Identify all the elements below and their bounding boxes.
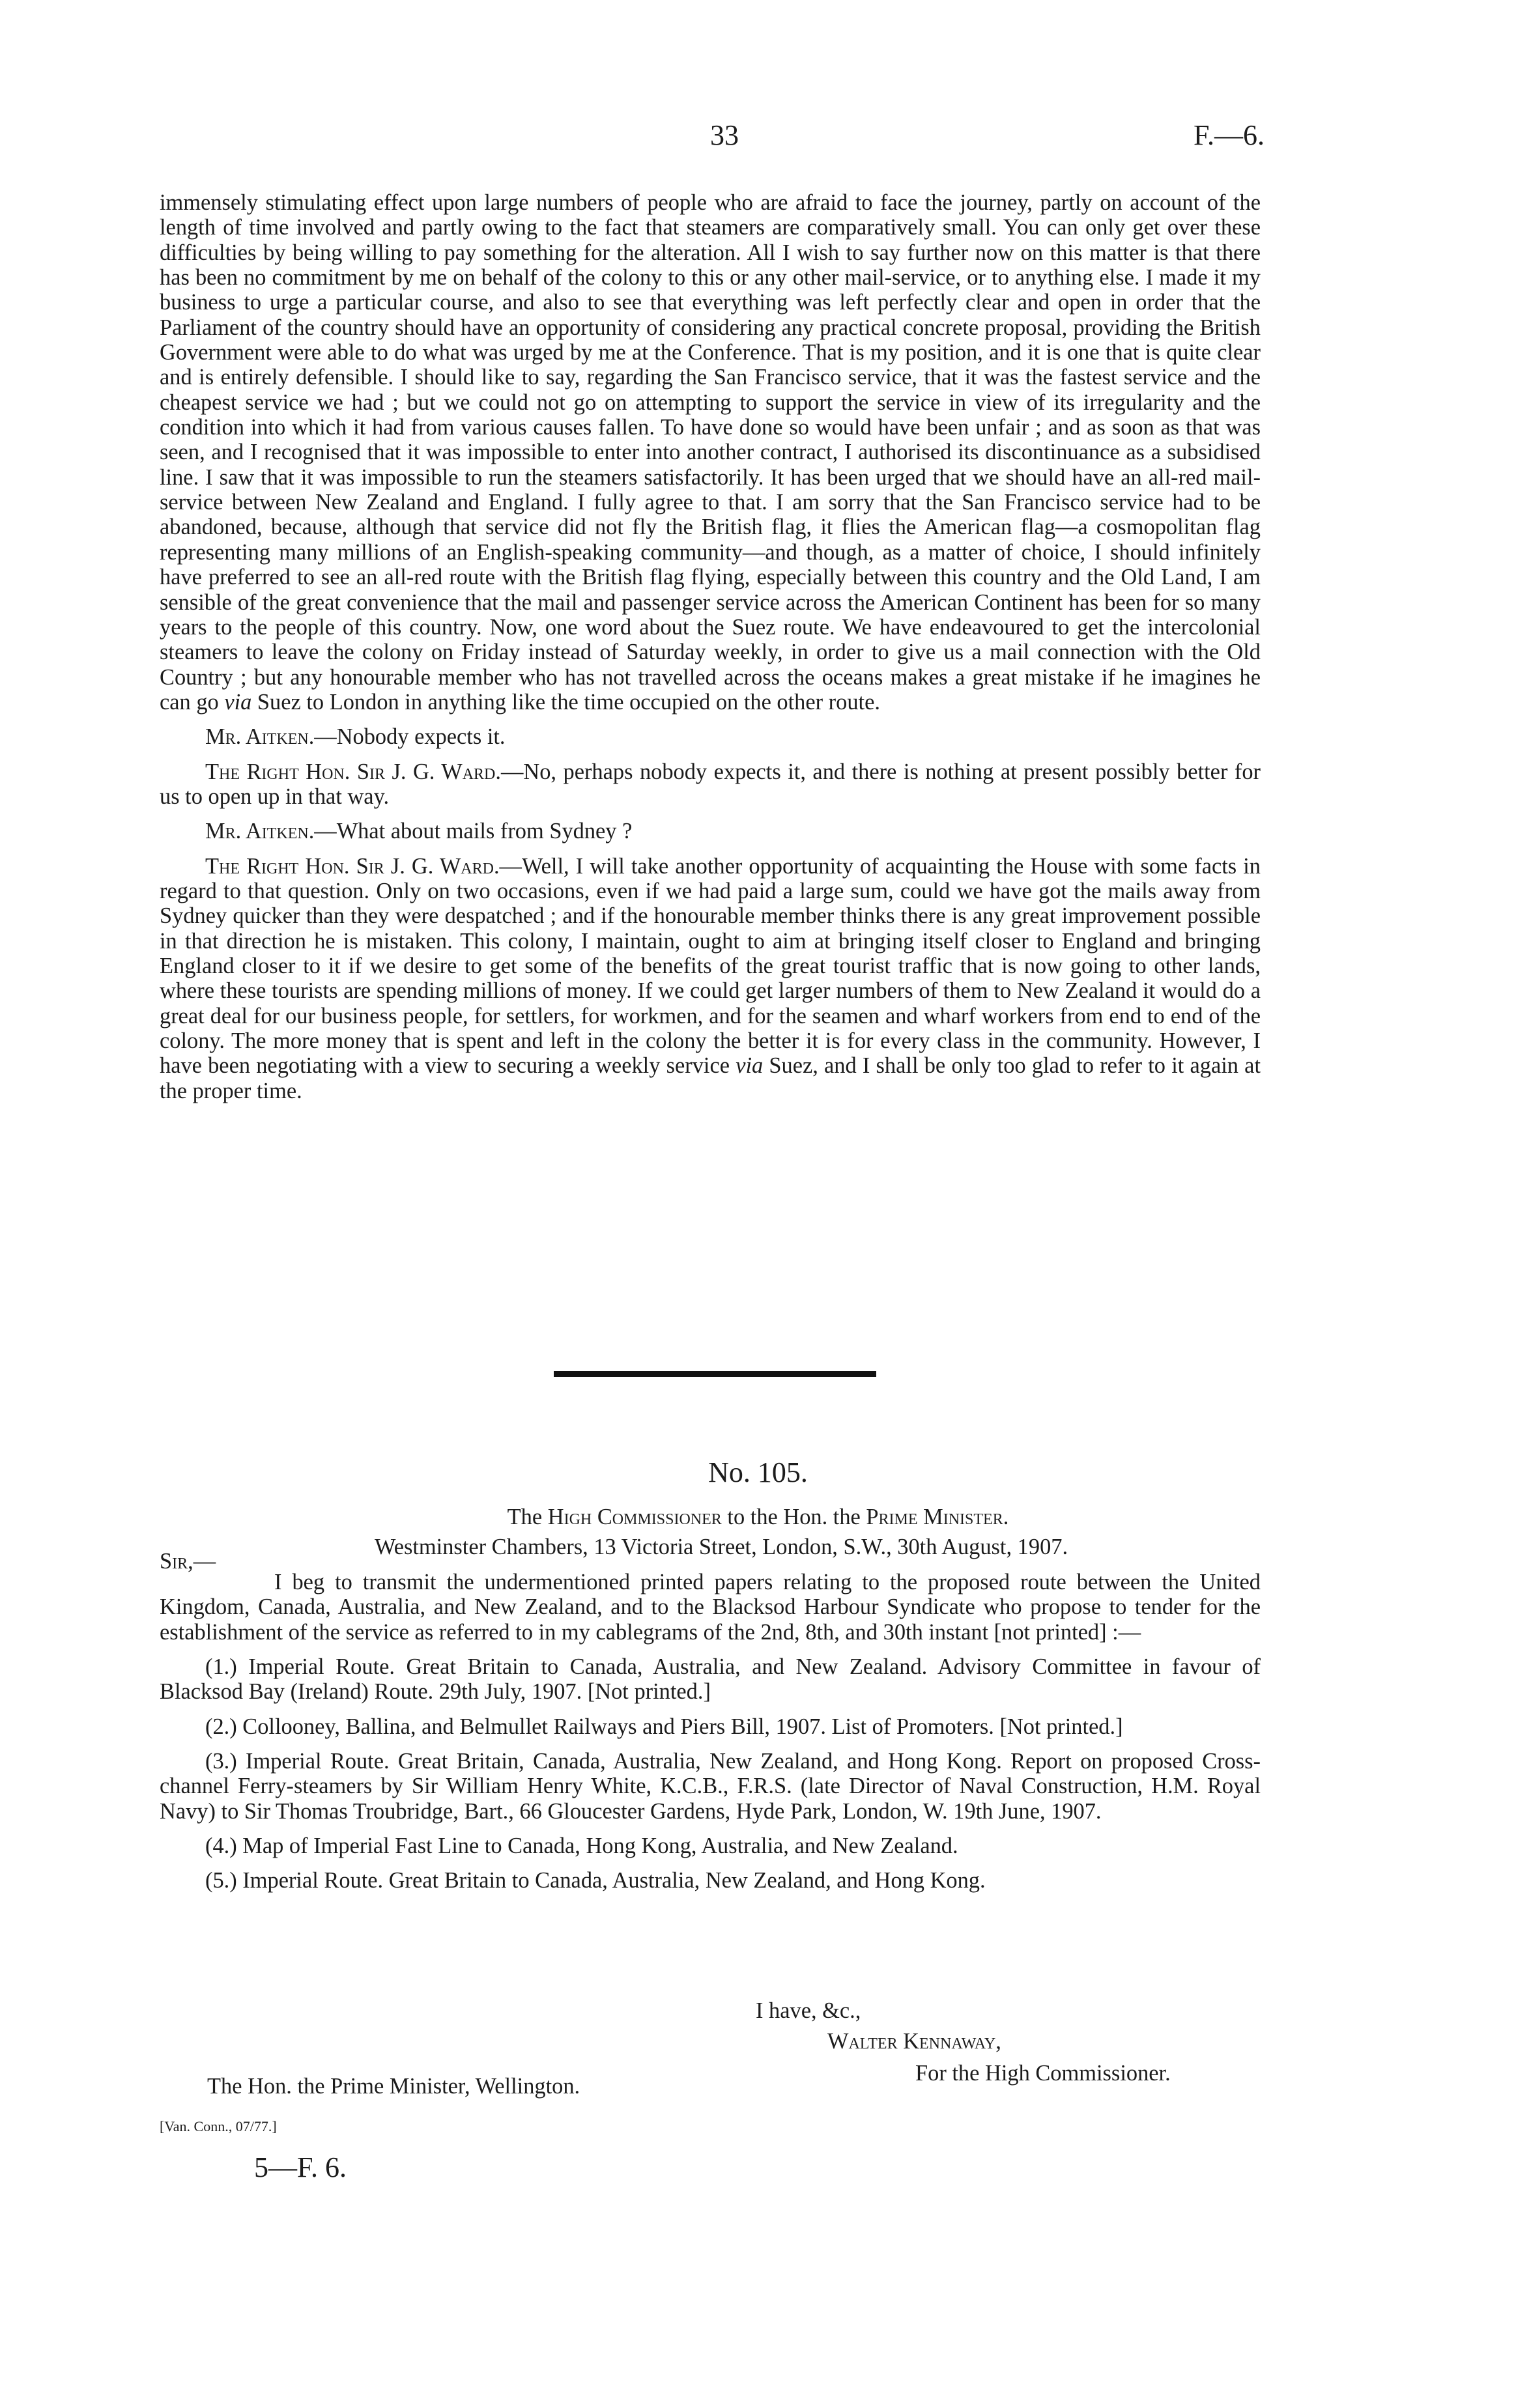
heading-smallcaps: Prime Minister [866, 1505, 1003, 1529]
speech-section [160, 190, 1261, 1103]
heading-text: to the Hon. the [721, 1505, 866, 1529]
heading-text: The [507, 1505, 548, 1529]
reference-code: [Van. Conn., 07/77.] [160, 2118, 277, 2134]
document-reference: F.—6. [1194, 119, 1265, 151]
interjection [160, 819, 1261, 843]
letter-number: No. 105. [708, 1456, 808, 1488]
heading-text: . [1003, 1505, 1009, 1529]
speaker-name: Mr. Aitken. [205, 819, 315, 844]
addressee: The Hon. the Prime Minister, Wellington. [207, 2074, 580, 2099]
list-item: (1.) Imperial Route. Great Britain to Canada, Australia, and New Zealand. Advisory Committee in favour of Blacksod Bay (Ireland) Route. 29th July, 1907. [Not printed.] [160, 1654, 1261, 1705]
speech-paragraph [160, 854, 1261, 1103]
italic-via: via [224, 689, 252, 715]
speech-text: Suez to London in anything like the time occupied on the other route. [251, 689, 880, 715]
speech-text: Suez, and I shall be only too glad to refer to it again at the proper time. [160, 1053, 1261, 1103]
interjection [160, 724, 1261, 749]
speech-paragraph [160, 759, 1261, 810]
speaker-name: The Right Hon. Sir J. G. Ward. [205, 853, 500, 879]
salutation: Sir,— [160, 1549, 216, 1574]
letter-body [160, 1570, 1261, 1893]
italic-via: via [736, 1053, 764, 1079]
closing: I have, &c., [756, 1998, 861, 2023]
heading-smallcaps: High Commissioner [547, 1505, 722, 1529]
section-divider [554, 1371, 876, 1377]
speech-text: —No, perhaps nobody expects it, and there is nothing at present possibly better for us to open up in that way. [160, 759, 1261, 809]
signer-name: Walter Kennaway, [827, 2029, 1001, 2054]
speech-paragraph [160, 190, 1261, 715]
letter-intro: I beg to transmit the undermentioned printed papers relating to the proposed route between the United Kingdom, Canada, Australia, and New Zealand, and to the Blacksod Harbour Syndicate who propose to tender for the establishment of the service as referred to in my cablegrams of the 2nd, 8th, and 30th instant [not printed] :— [160, 1570, 1261, 1645]
speech-text: —What about mails from Sydney ? [314, 819, 633, 844]
speech-text: immensely stimulating effect upon large numbers of people who are afraid to face the journey, partly on account of the length of time involved and partly owing to the fact that steamers are comparatively small. You can only get over these difficulties by being willing to pay something for the alteration. All I wish to say further now on this matter is that there has been no commitment by me on behalf of the colony to this or any other mail-service, or to anything else. I made it my business to urge a particular course, and also to see that everything was left perfectly clear and open in order that the Parliament of the country should have an opportunity of considering any practical concrete proposal, providing the British Government were able to do what was urged by me at the Conference. That is my position, and it is one that is quite clear and is entirely defensible. I should like to say, regarding the San Francisco service, that it was the fastest service and the cheapest service we had ; but we could not go on attempting to support the service in view of its irregularity and the condition into which it had from various causes fallen. To have done so would have been unfair ; and as soon as that was seen, and I recognised that it was impossible to enter into another contract, I authorised its discontinuance as a subsidised line. I saw that it was impossible to run the steamers satisfactorily. It has been urged that we should have an all-red mail-service between New Zealand and England. I fully agree to that. I am sorry that the San Francisco service had to be abandoned, because, although that service did not fly the British flag, it flies the American flag—a cosmopolitan flag representing many millions of an English-speaking community—and though, as a matter of choice, I should infinitely have preferred to see an all-red route with the British flag flying, especially between this country and the Old Land, I am sensible of the great convenience that the mail and passenger service across the American Continent has been for so many years to the people of this country. Now, one word about the Suez route. We have endeavoured to get the intercolonial steamers to leave the colony on Friday instead of Saturday weekly, in order to give us a mail connection with the Old Country ; but any honourable member who has not travelled across the oceans makes a great mistake if he imagines he can go [160, 190, 1261, 715]
list-item: (4.) Map of Imperial Fast Line to Canada, Hong Kong, Australia, and New Zealand. [205, 1834, 958, 1859]
speech-text: —Well, I will take another opportunity of acquainting the House with some facts in regard to that question. Only on two occasions, even if we had paid a large sum, could we have got the mails away from Sydney quicker than they were despatched ; and if the honourable member thinks there is any great improvement possible in that direction he is mistaken. This colony, I maintain, ought to aim at bringing itself closer to England and bringing England closer to it if we desire to get some of the benefits of the great tourist traffic that is now going to other lands, where these tourists are spending millions of money. If we could get larger numbers of them to New Zealand it would do a great deal for our business people, for settlers, for workmen, and for the seamen and wharf workers from end to end of the colony. The more money that is spent and left in the colony the better it is for every class in the community. However, I have been negotiating with a view to securing a weekly service [160, 853, 1261, 1079]
list-item: (2.) Collooney, Ballina, and Belmullet Railways and Piers Bill, 1907. List of Promoters. [Not printed.] [205, 1714, 1123, 1739]
list-item: (3.) Imperial Route. Great Britain, Canada, Australia, New Zealand, and Hong Kong. Report on proposed Cross-channel Ferry-steamers by Sir William Henry White, K.C.B., F.R.S. (late Director of Naval Construction, H.M. Royal Navy) to Sir Thomas Troubridge, Bart., 66 Gloucester Gardens, Hyde Park, London, W. 19th June, 1907. [160, 1749, 1261, 1824]
list-item: (5.) Imperial Route. Great Britain to Canada, Australia, New Zealand, and Hong Kong. [205, 1868, 986, 1893]
speaker-name: Mr. Aitken. [205, 724, 315, 750]
signer-title: For the High Commissioner. [915, 2061, 1171, 2086]
speech-text: —Nobody expects it. [314, 724, 506, 750]
letter-heading [0, 1505, 1516, 1530]
page-number: 33 [710, 119, 739, 151]
signature-mark: 5—F. 6. [254, 2151, 347, 2183]
speaker-name: The Right Hon. Sir J. G. Ward. [205, 759, 501, 784]
dateline: Westminster Chambers, 13 Victoria Street, London, S.W., 30th August, 1907. [375, 1535, 1068, 1559]
